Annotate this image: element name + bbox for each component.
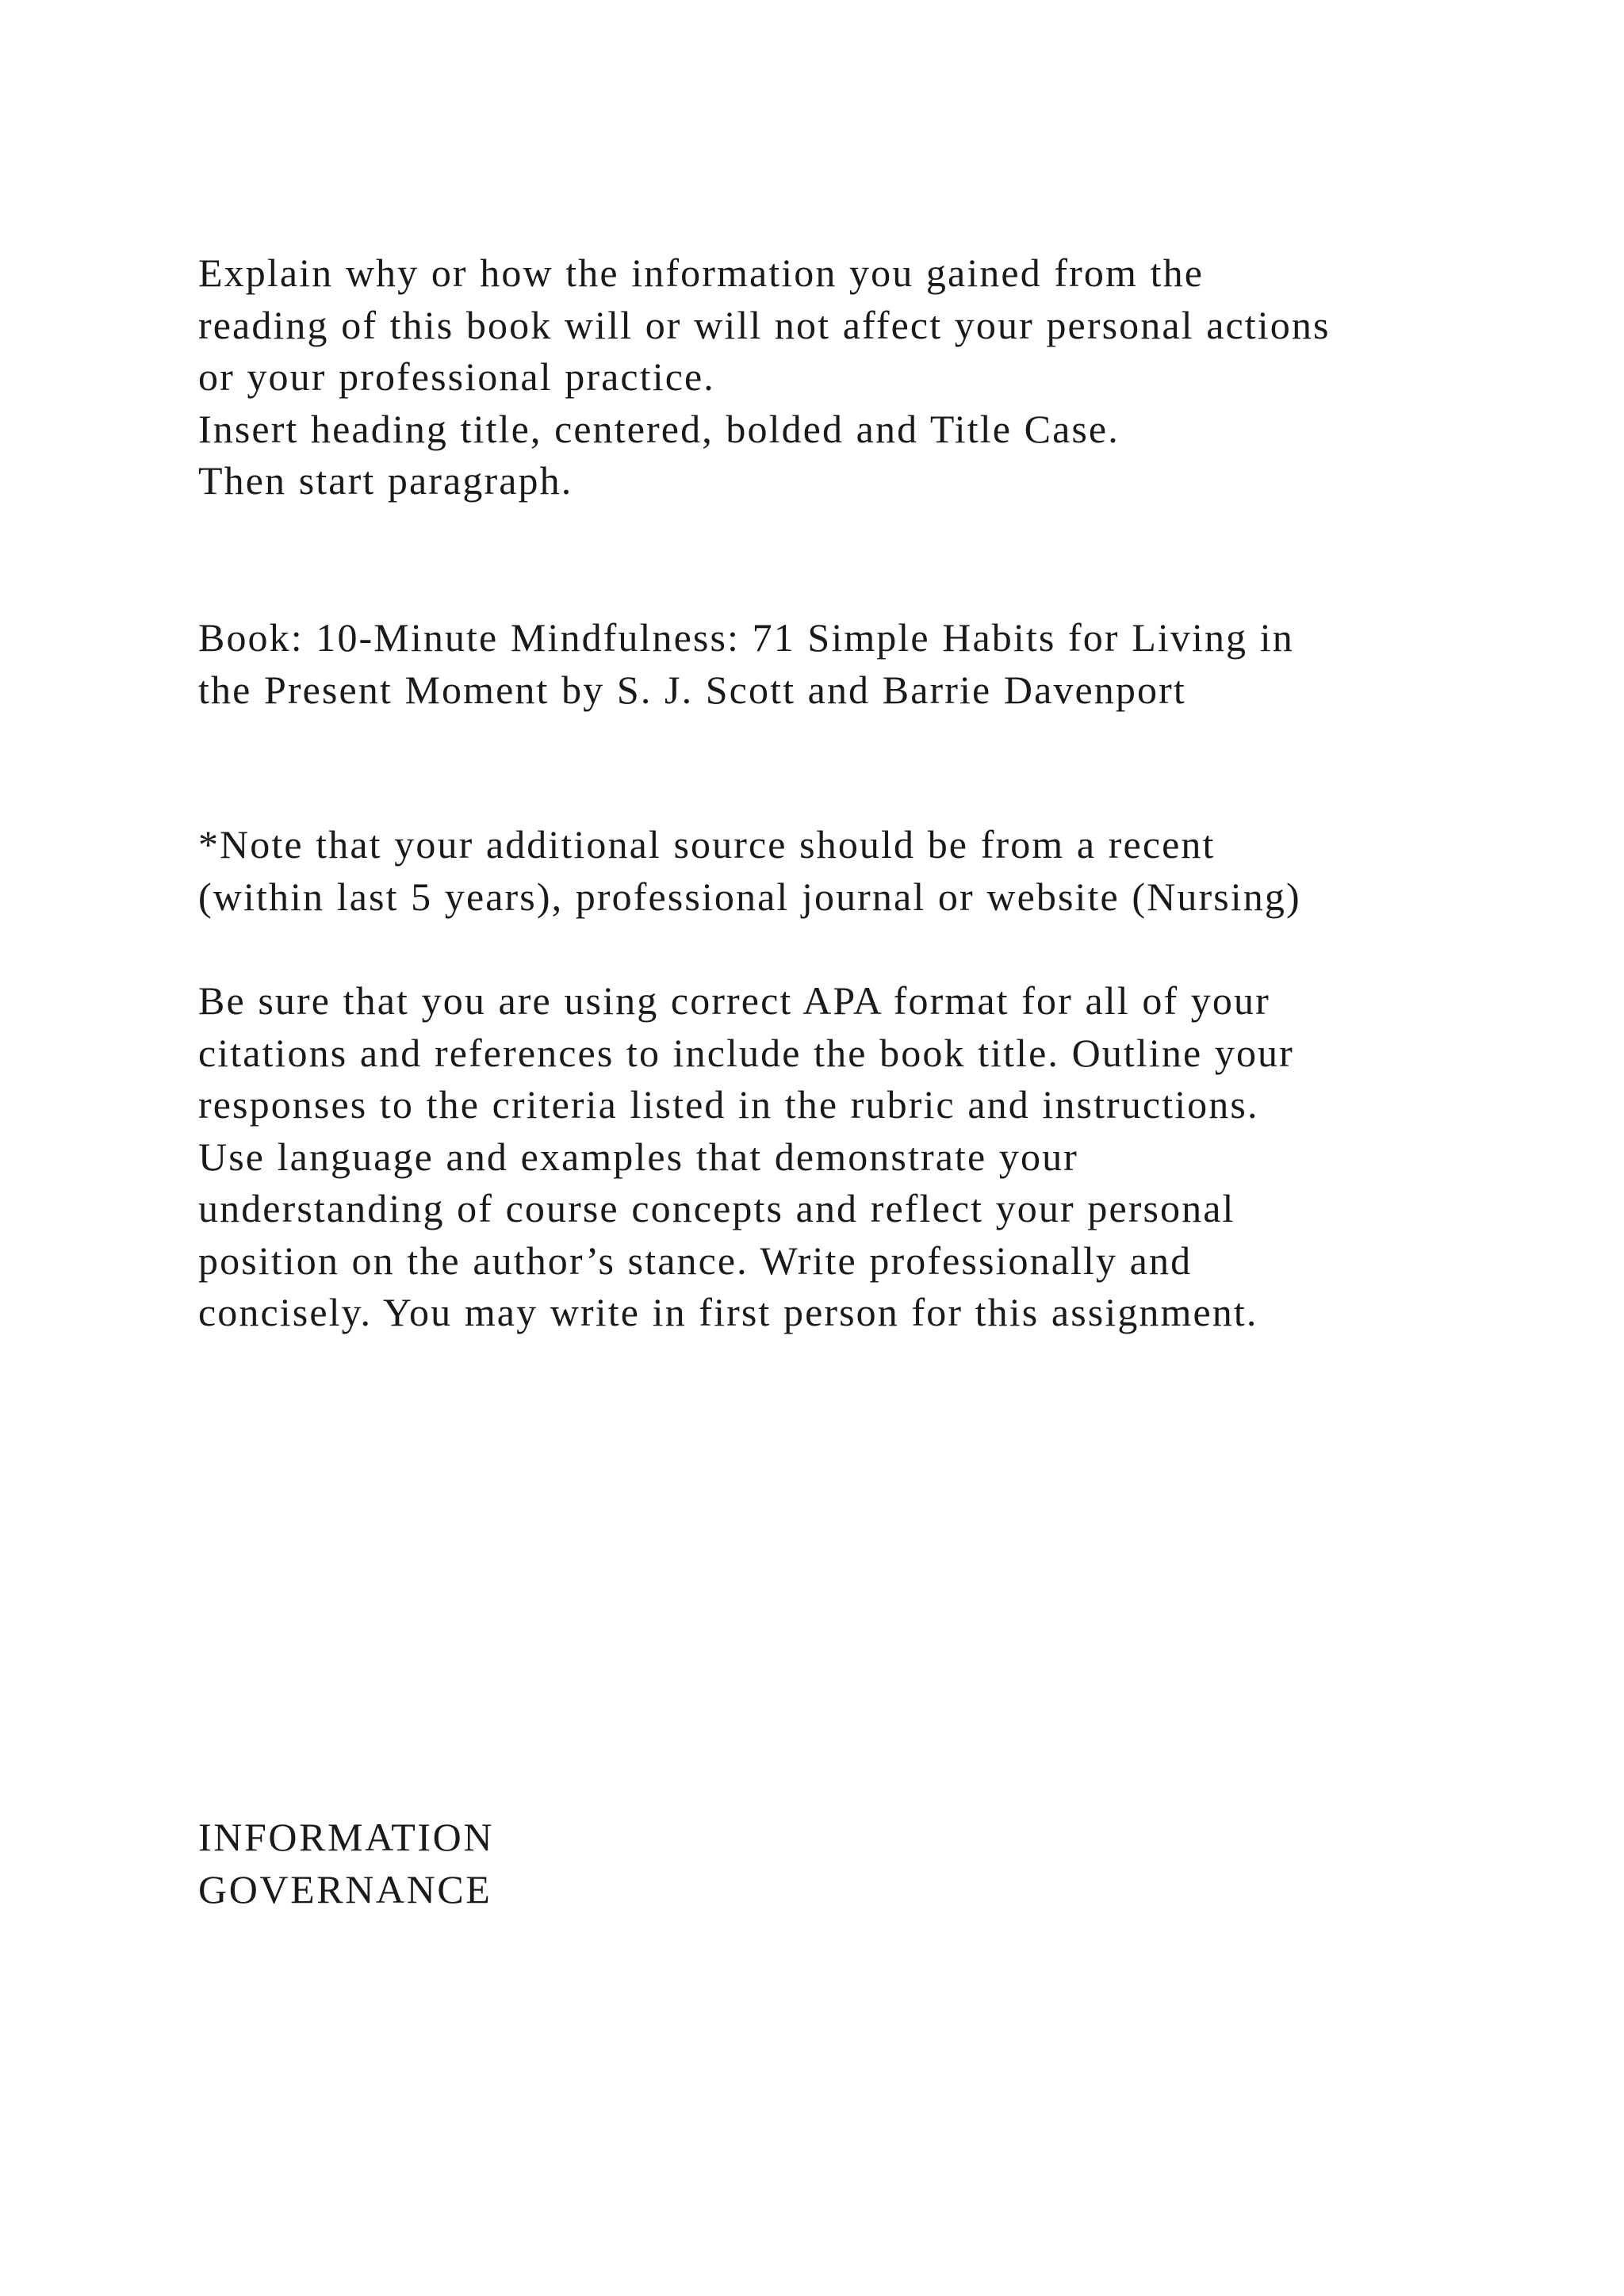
instructions-line: or your professional practice. [198, 354, 715, 399]
instructions-line: Explain why or how the information you gained from the [198, 251, 1204, 295]
apa-line: understanding of course concepts and reflect your personal [198, 1186, 1235, 1230]
note-line: *Note that your additional source should be from a recent [198, 822, 1216, 867]
note-line: (within last 5 years), professional journal or website (Nursing) [198, 874, 1301, 919]
apa-line: responses to the criteria listed in the rubric and instructions. [198, 1082, 1259, 1127]
book-reference-paragraph [198, 612, 1499, 716]
apa-guidelines-paragraph [198, 975, 1499, 1339]
instructions-line: Then start paragraph. [198, 458, 573, 503]
section-title-line: INFORMATION [198, 1815, 495, 1859]
apa-line: Be sure that you are using correct APA format for all of your [198, 978, 1270, 1023]
apa-line: position on the author’s stance. Write professionally and [198, 1238, 1193, 1283]
book-line: Book: 10-Minute Mindfulness: 71 Simple Habits for Living in [198, 615, 1294, 660]
section-title-line: GOVERNANCE [198, 1866, 492, 1911]
apa-line: Use language and examples that demonstrate your [198, 1134, 1078, 1179]
apa-line: citations and references to include the book title. Outline your [198, 1030, 1294, 1075]
instructions-paragraph [198, 247, 1499, 507]
instructions-line: reading of this book will or will not affect your personal actions [198, 302, 1331, 347]
section-title [198, 1812, 1499, 1915]
instructions-line: Insert heading title, centered, bolded and Title Case. [198, 406, 1120, 451]
source-note-paragraph [198, 819, 1499, 923]
apa-line: concisely. You may write in first person for this assignment. [198, 1290, 1258, 1334]
book-line: the Present Moment by S. J. Scott and Barrie Davenport [198, 667, 1186, 712]
